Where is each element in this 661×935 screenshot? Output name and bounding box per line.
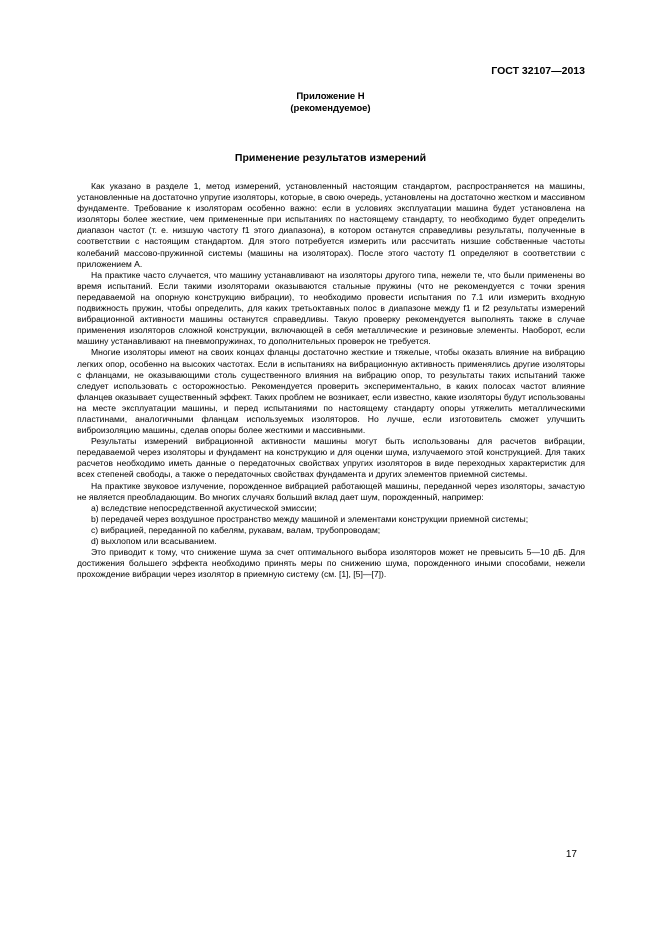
list-item: a) вследствие непосредственной акустической эмиссии; [91,502,317,513]
list-item: b) передачей через воздушное пространство между машиной и элементами конструкции приемной системы; [91,513,529,524]
paragraph: Многие изоляторы имеют на своих концах фланцы достаточно жесткие и тяжелые, чтобы оказать влияние на вибрацию легких опор, особенно на высоких частотах. Если в испытаниях на вибрационную активность применялись другие изоляторы с фланцами, не оказывающими столь существенного влияния на вибрацию опор, то результаты таких испытаний также следует использовать с осторожностью. Рекомендуется проверить экспериментально, в каких полосах частот влияние фланцев оказывает существенный эффект. Таких проблем не возникает, если известно, какие изоляторы будут использованы на месте эксплуатации машины, и перед испытаниями по настоящему стандарту опоры утяжелить металлическими пластинами, аналогичными фланцам используемых изоляторов. Но лучше, если изготовитель сможет улучшить виброизоляцию машины, сделав опоры более жесткими и массивными. [77,347,585,436]
paragraph: На практике часто случается, что машину устанавливают на изоляторы другого типа, нежели те, что были применены во время испытаний. Если такими изоляторами оказываются стальные пружины (что не рекомендуется с точки зрения передаваемой на опорную конструкцию вибрации), то необходимо провести испытания по 7.1 или измерить входную подвижность пружин, чтобы определить, для каких третьоктавных полос в диапазоне между f1 и f2 результаты измерений вибрационной активности машины останутся справедливы. Такую проверку рекомендуется выполнять также в случае применения изоляторов сложной конструкции, включающей в себя металлические и резиновые элементы. Наоборот, если машину устанавливают на пневмопружинах, то дополнительных проверок не требуется. [77,269,585,347]
annex-title: Приложение Н [296,91,365,102]
list-item: d) выхлопом или всасыванием. [91,536,217,546]
paragraph: Результаты измерений вибрационной активности машины могут быть использованы для расчетов вибрации, передаваемой через изоляторы и фундамент на конструкцию и для оценки шума, излучаемого этой конструкцией. Для таких расчетов необходимо иметь данные о передаточных свойствах упругих изоляторов в виде переходных характеристик для всех степеней свободы, а также о передаточных свойствах фундамента и других элементов приемной системы. [77,436,585,480]
annex-status: (рекомендуемое) [290,103,371,114]
section-title: Применение результатов измерений [234,152,427,164]
closing-paragraph: Это приводит к тому, что снижение шума за счет оптимального выбора изоляторов может не превысить 5—10 дБ. Для достижения большего эффекта необходимо принять меры по снижению шума, порожденного иными способами, нежели прохождение вибрации через изолятор в приемную систему (см. [1], [5]—[7]). [77,547,585,580]
body-text [77,181,585,580]
noise-sources-list [77,503,585,547]
annex-heading [0,91,661,115]
standard-designation: ГОСТ 32107—2013 [491,65,585,77]
list-item: c) вибрацией, переданной по кабелям, рукавам, валам, трубопроводам; [91,524,381,535]
paragraph: На практике звуковое излучение, порожденное вибрацией работающей машины, переданной через изоляторы, зачастую не является преобладающим. Во многих случаях больший вклад дает шум, порожденный, например: [77,480,585,502]
paragraph: Как указано в разделе 1, метод измерений, установленный настоящим стандартом, распространяется на машины, установленные на достаточно упругие изоляторы, которые, в свою очередь, установлены на достаточно жестком и массивном фундаменте. Требование к изоляторам особенно важно: если в условиях эксплуатации машина будет установлена на изоляторы более жесткие, чем примененные при испытаниях по настоящему стандарту, то необходимо будет определить диапазон частот (т. е. низшую частоту f1 этого диапазона), в котором останутся справедливы результаты, полученные в соответствии с настоящим стандартом. Для этого потребуется измерить или рассчитать низшие собственные частоты колебаний массово-пружинной системы (машины на изоляторах). После этого частоту f1 определяют в соответствии с приложением А. [77,181,585,269]
page-number: 17 [565,849,577,860]
